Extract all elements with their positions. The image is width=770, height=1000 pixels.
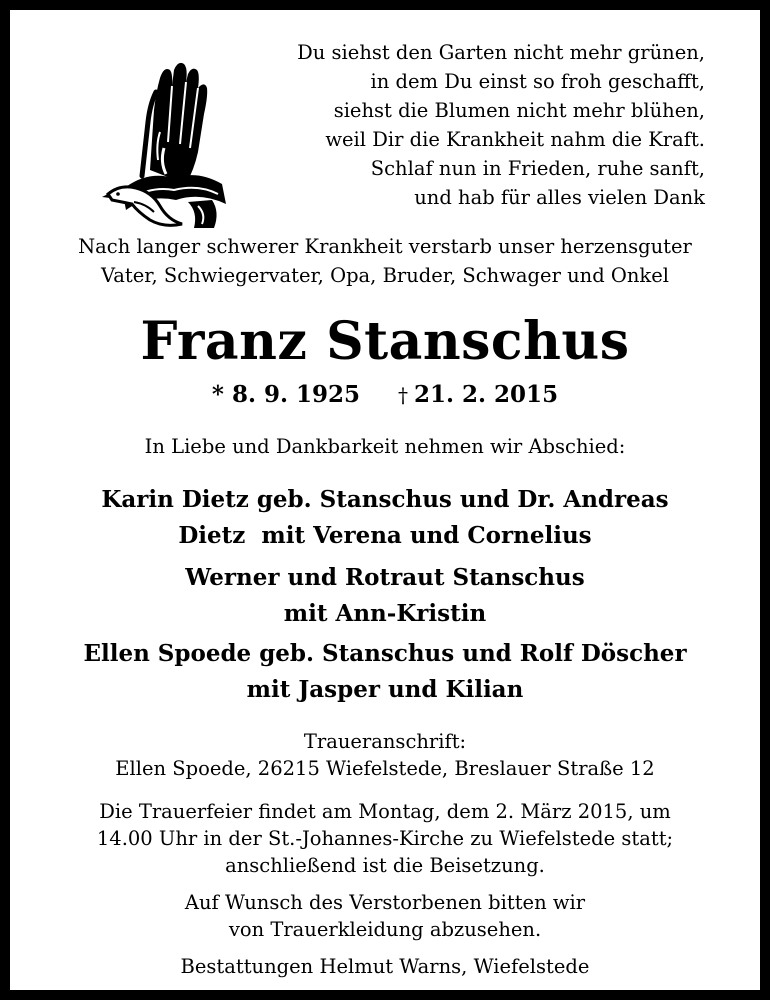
poem-line: und hab für alles vielen Dank: [414, 186, 705, 209]
poem-line: siehst die Blumen nicht mehr blühen,: [333, 99, 705, 122]
poem-line: Schlaf nun in Frieden, ruhe sanft,: [370, 157, 705, 180]
life-dates: [10, 379, 760, 411]
intro-line: Nach langer schwerer Krankheit verstarb unser herzensguter: [78, 235, 692, 258]
family-line: mit Ann-Kristin: [283, 600, 487, 627]
family-line: mit Jasper und Kilian: [246, 676, 524, 703]
address-line: Ellen Spoede, 26215 Wiefelstede, Breslauer Straße 12: [115, 757, 655, 780]
family-line: Werner und Rotraut Stanschus: [185, 564, 585, 591]
death-date: 21. 2. 2015: [414, 381, 559, 408]
mourning-address: [10, 728, 760, 782]
funeral-home: Bestattungen Helmut Warns, Wiefelstede: [180, 955, 590, 978]
wish-line: Auf Wunsch des Verstorbenen bitten wir: [184, 891, 586, 914]
wish-line: von Trauerkleidung abzusehen.: [228, 918, 542, 941]
service-line: anschließend ist die Beisetzung.: [225, 854, 545, 877]
family-line: Karin Dietz geb. Stanschus und Dr. Andreas: [101, 486, 669, 513]
farewell-line: In Liebe und Dankbarkeit nehmen wir Abschied:: [144, 435, 626, 458]
family-group: [10, 636, 760, 708]
family-line: Dietz mit Verena und Cornelius: [178, 522, 592, 549]
poem-line: in dem Du einst so froh geschafft,: [370, 70, 705, 93]
service-line: 14.00 Uhr in der St.-Johannes-Kirche zu Wiefelstede statt;: [96, 827, 674, 850]
service-line: Die Trauerfeier findet am Montag, dem 2. März 2015, um: [99, 800, 671, 823]
intro-line: Vater, Schwiegervater, Opa, Bruder, Schwager und Onkel: [100, 264, 670, 287]
praying-hands-icon: [102, 52, 232, 232]
poem-line: Du siehst den Garten nicht mehr grünen,: [297, 41, 705, 64]
deceased-name: Franz Stanschus: [140, 311, 630, 372]
dress-request: [10, 889, 760, 943]
family-line: Ellen Spoede geb. Stanschus und Rolf Döscher: [83, 640, 687, 667]
family-group: [10, 482, 760, 554]
address-label: Traueranschrift:: [303, 730, 467, 753]
birth-date: * 8. 9. 1925: [211, 381, 361, 408]
cross-icon: †: [398, 383, 409, 407]
poem-line: weil Dir die Krankheit nahm die Kraft.: [325, 128, 705, 151]
memorial-poem: [245, 38, 705, 212]
family-group: [10, 560, 760, 632]
announcement-intro: [10, 232, 760, 290]
service-details: [10, 798, 760, 879]
